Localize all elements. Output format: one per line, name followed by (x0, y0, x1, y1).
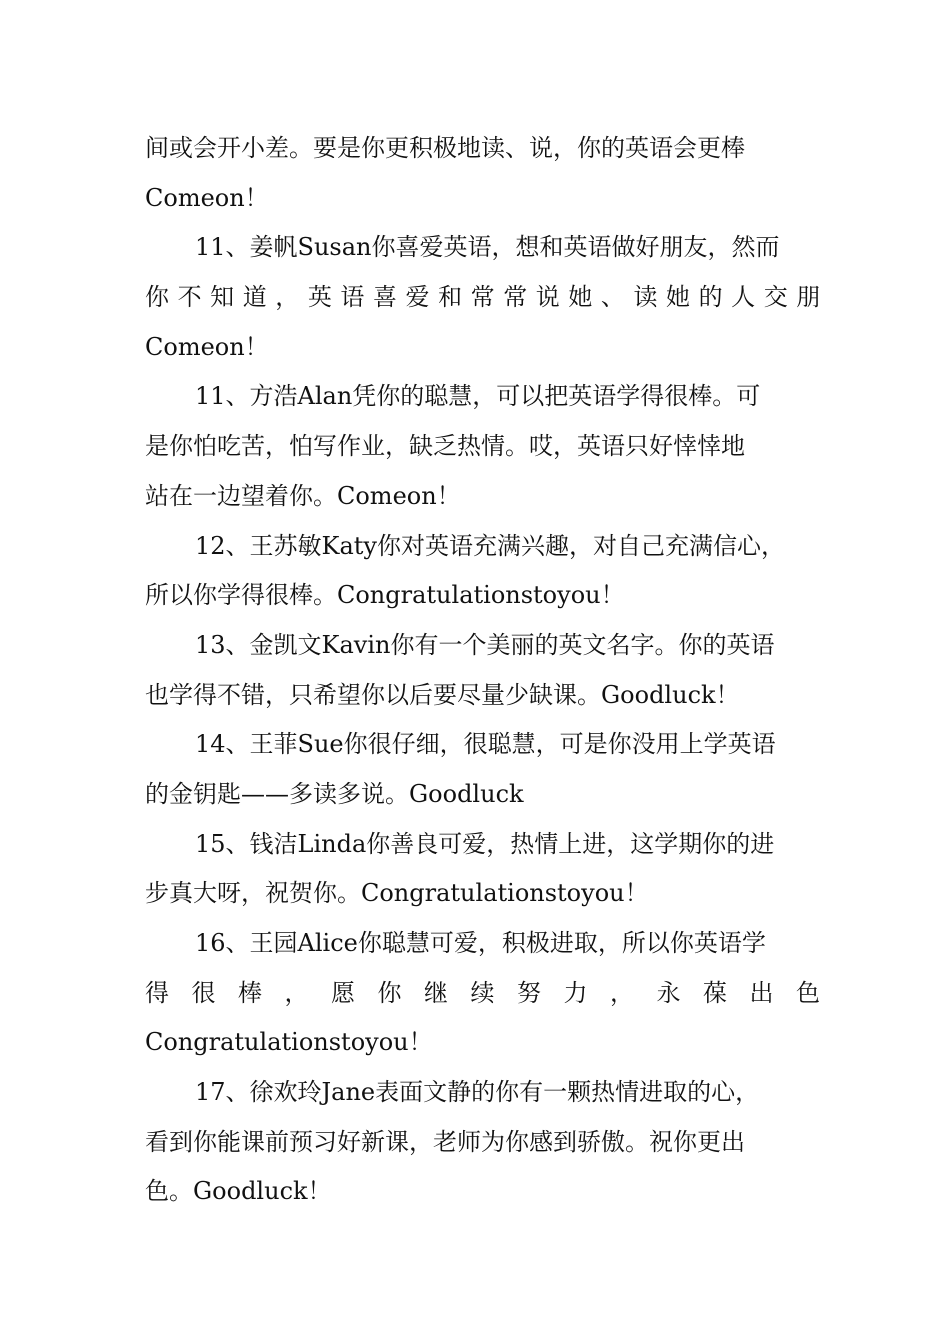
text-line: 14、王菲Sue你很仔细，很聪慧，可是你没用上学英语 (195, 730, 776, 759)
text-line: 的金钥匙——多读多说。Goodluck (145, 779, 524, 808)
text-line: 也学得不错，只希望你以后要尽量少缺课。Goodluck！ (145, 680, 740, 709)
document-body (145, 124, 820, 1217)
text-line: Congratulationstoyou！ (145, 1028, 433, 1057)
text-line: 所以你学得很棒。Congratulationstoyou！ (145, 581, 625, 610)
text-line: 17、徐欢玲Jane表面文静的你有一颗热情进取的心， (195, 1078, 760, 1107)
text-line: 你 不 知 道 ， 英 语 喜 爱 和 常 常 说 她 、 读 她 的 人 交 朋 (145, 283, 820, 312)
text-line: 12、王苏敏Katy你对英语充满兴趣，对自己充满信心， (195, 531, 785, 560)
text-line: Comeon！ (145, 332, 269, 361)
text-line: 13、金凯文Kavin你有一个美丽的英文名字。你的英语 (195, 630, 775, 659)
text-line: 11、姜帆Susan你喜爱英语，想和英语做好朋友，然而 (195, 233, 780, 262)
text-line: 是你怕吃苦，怕写作业，缺乏热情。哎，英语只好悻悻地 (145, 432, 745, 461)
text-line: Comeon！ (145, 183, 269, 212)
text-line: 得 很 棒 ， 愿 你 继 续 努 力 ， 永 葆 出 色 (145, 978, 820, 1007)
text-line: 色。Goodluck！ (145, 1177, 332, 1206)
text-line: 看到你能课前预习好新课，老师为你感到骄傲。祝你更出 (145, 1127, 745, 1156)
text-line: 站在一边望着你。Comeon！ (145, 481, 461, 510)
text-line: 间或会开小差。要是你更积极地读、说，你的英语会更棒 (145, 134, 745, 162)
text-line: 16、王园Alice你聪慧可爱，积极进取，所以你英语学 (195, 929, 766, 957)
text-line: 15、钱洁Linda你善良可爱，热情上进，这学期你的进 (195, 829, 775, 858)
text-line: 11、方浩Alan凭你的聪慧，可以把英语学得很棒。可 (195, 382, 761, 411)
text-line: 步真大呀，祝贺你。Congratulationstoyou！ (145, 879, 649, 908)
